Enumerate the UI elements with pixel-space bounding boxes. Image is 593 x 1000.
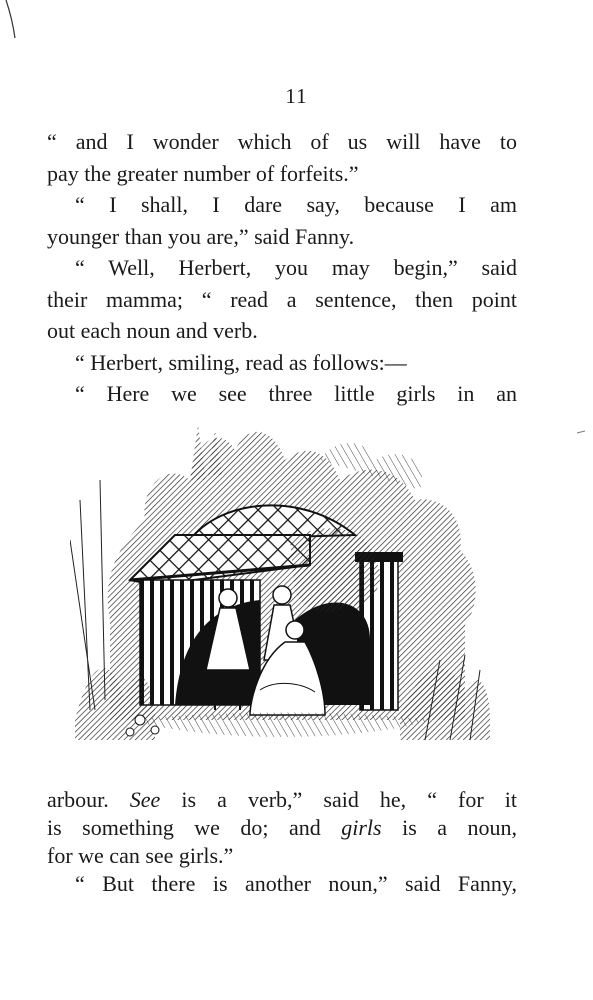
text-line: “ Well, Herbert, you may begin,” said	[75, 255, 517, 280]
text-line-another-noun: “ But there is another noun,” said Fanny,	[75, 871, 517, 896]
text-line: pay the greater number of forfeits.”	[47, 160, 359, 186]
text-line: “ Here we see three little girls in an	[75, 381, 517, 406]
text-line: “ and I wonder which of us will have to	[47, 129, 517, 154]
page-number: 11	[285, 84, 308, 108]
text-line-see-girls: for we can see girls.”	[47, 843, 234, 868]
text-line-arbour: arbour. See is a verb,” said he, “ for it	[47, 787, 518, 812]
page-speck	[577, 430, 585, 434]
arbour-illustration	[70, 420, 495, 760]
text-line: their mamma; “ read a sentence, then point	[47, 286, 517, 312]
text-line: out each noun and verb.	[47, 318, 258, 343]
text-line-something: is something we do; and girls is a noun,	[47, 815, 517, 840]
text-line: “ I shall, I dare say, because I am	[75, 192, 517, 217]
text-line: younger than you are,” said Fanny.	[47, 223, 355, 249]
text-line: “ Herbert, smiling, read as follows:—	[75, 349, 407, 375]
page-edge-mark	[4, 0, 18, 40]
